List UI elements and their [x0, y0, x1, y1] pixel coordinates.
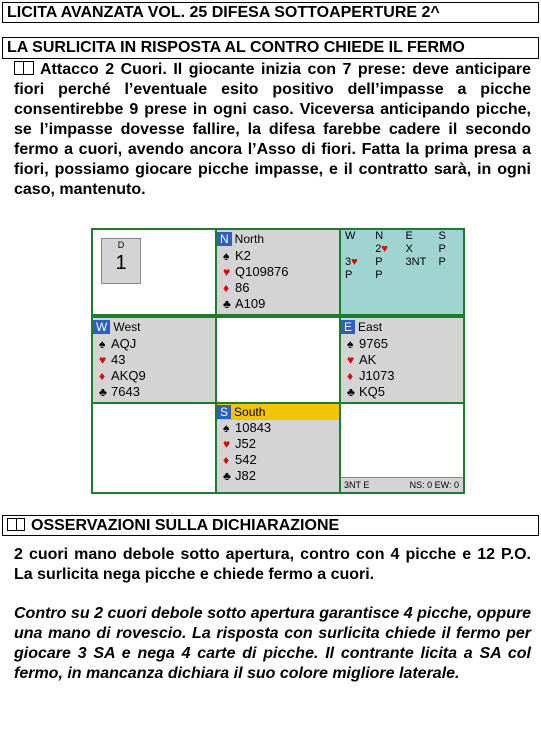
west-hand — [91, 316, 217, 404]
diamond-icon: ♦ — [347, 369, 354, 383]
club-icon: ♣ — [347, 385, 355, 399]
status-cell — [339, 402, 465, 494]
empty-cell — [91, 402, 217, 494]
west-hearts: 43 — [111, 352, 126, 367]
west-seat-badge: W — [93, 320, 110, 334]
auction-call: P — [438, 256, 446, 268]
auction-call: P — [375, 256, 383, 268]
south-hand — [215, 402, 341, 494]
west-clubs: 7643 — [111, 384, 140, 399]
north-name: North — [234, 232, 265, 246]
north-hand — [215, 228, 341, 316]
intro-paragraph — [14, 60, 531, 200]
auction-call — [341, 243, 371, 256]
diamond-icon: ♦ — [223, 281, 230, 295]
auction-row — [341, 256, 463, 269]
status-bar — [341, 477, 463, 492]
auction-header: E — [405, 230, 413, 242]
east-diamonds: J1073 — [359, 368, 395, 383]
south-diamonds: 542 — [235, 452, 257, 467]
east-name: East — [358, 320, 383, 334]
south-name: South — [234, 405, 266, 419]
heart-icon: ♥ — [223, 437, 231, 451]
spade-icon: ♠ — [347, 337, 354, 351]
south-clubs: J82 — [235, 468, 256, 483]
observations-paragraph-2: Contro su 2 cuori debole sotto apertura garantisce 4 picche, oppure una mano di rovescio. La risposta con surlicita chiede il fermo per giocare 3 SA e nega 4 carte di picche. Il contrante licita a SA col fermo, in mancanza dichiara il suo colore migliore laterale. — [14, 605, 531, 682]
north-diamonds: 86 — [235, 280, 250, 295]
spade-icon: ♠ — [223, 421, 230, 435]
east-clubs: KQ5 — [359, 384, 386, 399]
north-spades: K2 — [235, 248, 251, 263]
book-icon — [14, 61, 34, 75]
east-seat-badge: E — [341, 320, 355, 334]
spade-icon: ♠ — [99, 337, 106, 351]
auction-call: P — [345, 269, 353, 281]
book-icon — [7, 518, 25, 531]
auction-call: 3NT — [405, 256, 427, 268]
observations-title — [2, 515, 539, 536]
auction-header: W — [345, 230, 356, 242]
east-spades: 9765 — [359, 336, 388, 351]
east-hearts: AK — [359, 352, 377, 367]
north-hearts: Q109876 — [235, 264, 289, 279]
auction-box — [339, 228, 465, 316]
auction-call — [402, 269, 435, 282]
auction-row — [341, 269, 463, 282]
club-icon: ♣ — [99, 385, 107, 399]
south-header — [217, 404, 339, 420]
west-spades: AQJ — [111, 336, 137, 351]
club-icon: ♣ — [223, 469, 231, 483]
status-contract: 3NT E — [344, 480, 370, 490]
document-header: LICITA AVANZATA VOL. 25 DIFESA SOTTOAPERTURE 2^ — [2, 2, 539, 23]
auction-header: S — [438, 230, 446, 242]
observations-title-text: OSSERVAZIONI SULLA DICHIARAZIONE — [31, 517, 340, 534]
auction-row — [341, 243, 463, 256]
auction-header: N — [375, 230, 384, 242]
north-clubs: A109 — [235, 296, 266, 311]
document-subtitle: LA SURLICITA IN RISPOSTA AL CONTRO CHIEDE IL FERMO — [2, 37, 539, 59]
club-icon: ♣ — [223, 297, 231, 311]
west-name: West — [113, 320, 141, 334]
diamond-icon: ♦ — [223, 453, 230, 467]
board-info-cell — [91, 228, 217, 316]
auction-call: P — [375, 269, 383, 281]
dealer-label: D — [117, 240, 125, 250]
heart-icon: ♥ — [347, 353, 355, 367]
heart-icon: ♥ — [223, 265, 231, 279]
heart-icon: ♥ — [99, 353, 107, 367]
north-seat-badge: N — [217, 232, 232, 246]
table-center — [215, 316, 341, 404]
auction-header-row — [341, 230, 463, 243]
diamond-icon: ♦ — [99, 369, 106, 383]
south-spades: 10843 — [235, 420, 272, 435]
board-number: 1 — [115, 252, 127, 274]
auction-call — [434, 269, 463, 282]
auction-call: 2♥ — [375, 243, 388, 255]
south-hearts: J52 — [235, 436, 256, 451]
south-seat-badge: S — [217, 405, 231, 419]
auction-call: P — [438, 243, 446, 255]
west-diamonds: AKQ9 — [111, 368, 146, 383]
intro-text: Attacco 2 Cuori. Il giocante inizia con 7 prese: deve anticipare fiori perché l’eventuale esito positivo dell’impasse a picche consentirebbe 9 prese in ogni caso. Viceversa anticipando picche, se l’impasse dovesse fallire, la difesa farebbe cadere il secondo fermo a cuori, avendo ancora l’Asso di fiori. Fatta la prima presa a fiori, possiamo giocare picche impasse, e il contratto sarà, in ogni caso, mantenuto. — [14, 61, 531, 198]
auction-table — [341, 230, 463, 282]
auction-call: 3♥ — [345, 256, 358, 268]
spade-icon: ♠ — [223, 249, 230, 263]
observations-paragraph-1: 2 cuori mano debole sotto apertura, contro con 4 picche e 12 P.O. La surlicita nega picche e chiede fermo a cuori. — [14, 546, 531, 583]
bridge-board — [91, 228, 465, 494]
auction-call: X — [405, 243, 413, 255]
status-score: NS: 0 EW: 0 — [409, 480, 459, 490]
east-hand — [339, 316, 465, 404]
dealer-box — [101, 238, 141, 284]
